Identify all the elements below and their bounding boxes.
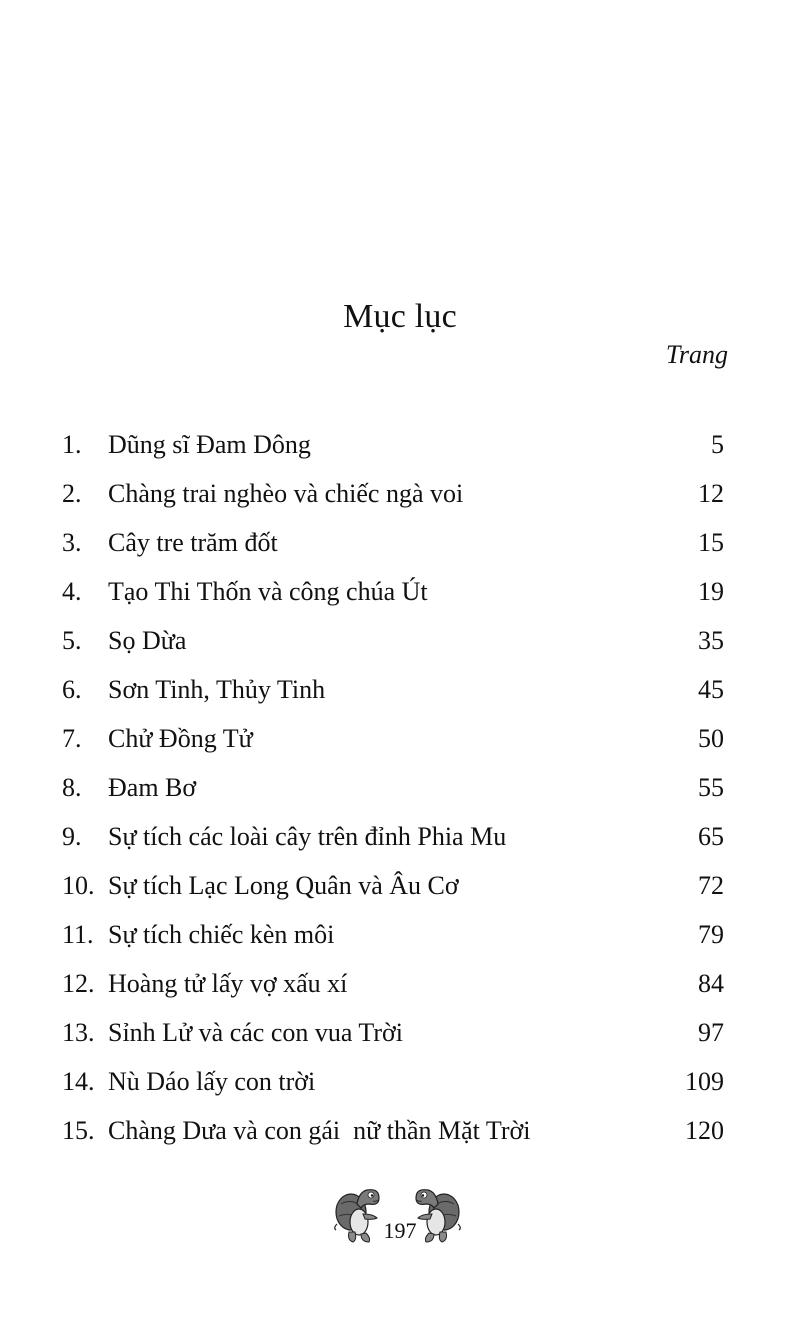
page-footer bbox=[0, 1178, 800, 1258]
toc-entry-title: Sọ Dừa bbox=[108, 626, 187, 655]
toc-entry-number: 7. bbox=[62, 724, 82, 753]
toc-entry-page: 12 bbox=[698, 479, 724, 508]
toc-entry-title: Đam Bơ bbox=[108, 773, 197, 802]
page-number: 197 bbox=[383, 1218, 417, 1243]
toc-entry-page: 97 bbox=[698, 1018, 724, 1047]
toc-entry-title: Sự tích các loài cây trên đỉnh Phia Mu bbox=[108, 822, 507, 851]
toc-entry[interactable] bbox=[62, 523, 724, 572]
toc-entry-number: 5. bbox=[62, 626, 82, 655]
toc-entry-number: 13. bbox=[62, 1018, 95, 1047]
toc-entry-title: Hoàng tử lấy vợ xấu xí bbox=[108, 969, 348, 998]
toc-entry-page: 19 bbox=[698, 577, 724, 606]
toc-entry-number: 1. bbox=[62, 430, 82, 459]
toc-entry-page: 84 bbox=[698, 969, 724, 998]
toc-entry[interactable] bbox=[62, 1111, 724, 1160]
toc-entry-page: 65 bbox=[698, 822, 724, 851]
toc-entry-page: 79 bbox=[698, 920, 724, 949]
toc-entry-page: 109 bbox=[685, 1067, 724, 1096]
toc-entry[interactable] bbox=[62, 425, 724, 474]
toc-entry-page: 55 bbox=[698, 773, 724, 802]
toc-entry-page: 72 bbox=[698, 871, 724, 900]
toc-entry-title: Chử Đồng Tử bbox=[108, 724, 253, 753]
toc-entry-number: 2. bbox=[62, 479, 82, 508]
toc-entry[interactable] bbox=[62, 768, 724, 817]
toc-entry-title: Chàng trai nghèo và chiếc ngà voi bbox=[108, 479, 464, 508]
toc-entry-number: 14. bbox=[62, 1067, 95, 1096]
toc-entry[interactable] bbox=[62, 817, 724, 866]
toc-entry-number: 15. bbox=[62, 1116, 95, 1145]
page-column-header: Trang bbox=[665, 340, 728, 369]
toc-entry-title: Tạo Thi Thốn và công chúa Út bbox=[108, 577, 428, 606]
toc-entry-page: 50 bbox=[698, 724, 724, 753]
toc-entry-page: 35 bbox=[698, 626, 724, 655]
page-title: Mục lục bbox=[343, 297, 457, 335]
toc-entry-title: Cây tre trăm đốt bbox=[108, 528, 278, 557]
toc-entry-number: 11. bbox=[62, 920, 94, 949]
toc-entry[interactable] bbox=[62, 866, 724, 915]
toc-entry-number: 3. bbox=[62, 528, 82, 557]
toc-entry-title: Sự tích Lạc Long Quân và Âu Cơ bbox=[108, 871, 459, 900]
toc-entry-page: 5 bbox=[711, 430, 724, 459]
toc-entry-number: 9. bbox=[62, 822, 82, 851]
toc-entry-title: Sơn Tinh, Thủy Tinh bbox=[108, 675, 326, 704]
table-of-contents bbox=[62, 425, 724, 1160]
toc-entry-number: 4. bbox=[62, 577, 82, 606]
toc-entry-page: 45 bbox=[698, 675, 724, 704]
toc-entry[interactable] bbox=[62, 474, 724, 523]
toc-entry[interactable] bbox=[62, 1013, 724, 1062]
toc-entry-title: Chàng Dưa và con gái nữ thần Mặt Trời bbox=[108, 1116, 531, 1145]
toc-entry[interactable] bbox=[62, 719, 724, 768]
toc-entry[interactable] bbox=[62, 964, 724, 1013]
toc-entry-number: 6. bbox=[62, 675, 82, 704]
toc-entry-page: 120 bbox=[685, 1116, 724, 1145]
toc-entry-title: Dũng sĩ Đam Dông bbox=[108, 430, 311, 459]
toc-entry-number: 10. bbox=[62, 871, 95, 900]
toc-entry[interactable] bbox=[62, 915, 724, 964]
toc-entry-number: 12. bbox=[62, 969, 95, 998]
toc-entry-title: Nù Dáo lấy con trời bbox=[108, 1067, 316, 1096]
toc-entry-title: Sự tích chiếc kèn môi bbox=[108, 920, 335, 949]
toc-entry-number: 8. bbox=[62, 773, 82, 802]
toc-entry-page: 15 bbox=[698, 528, 724, 557]
toc-entry[interactable] bbox=[62, 670, 724, 719]
toc-entry[interactable] bbox=[62, 621, 724, 670]
toc-entry-title: Sỉnh Lử và các con vua Trời bbox=[108, 1018, 404, 1047]
toc-entry[interactable] bbox=[62, 1062, 724, 1111]
toc-entry[interactable] bbox=[62, 572, 724, 621]
